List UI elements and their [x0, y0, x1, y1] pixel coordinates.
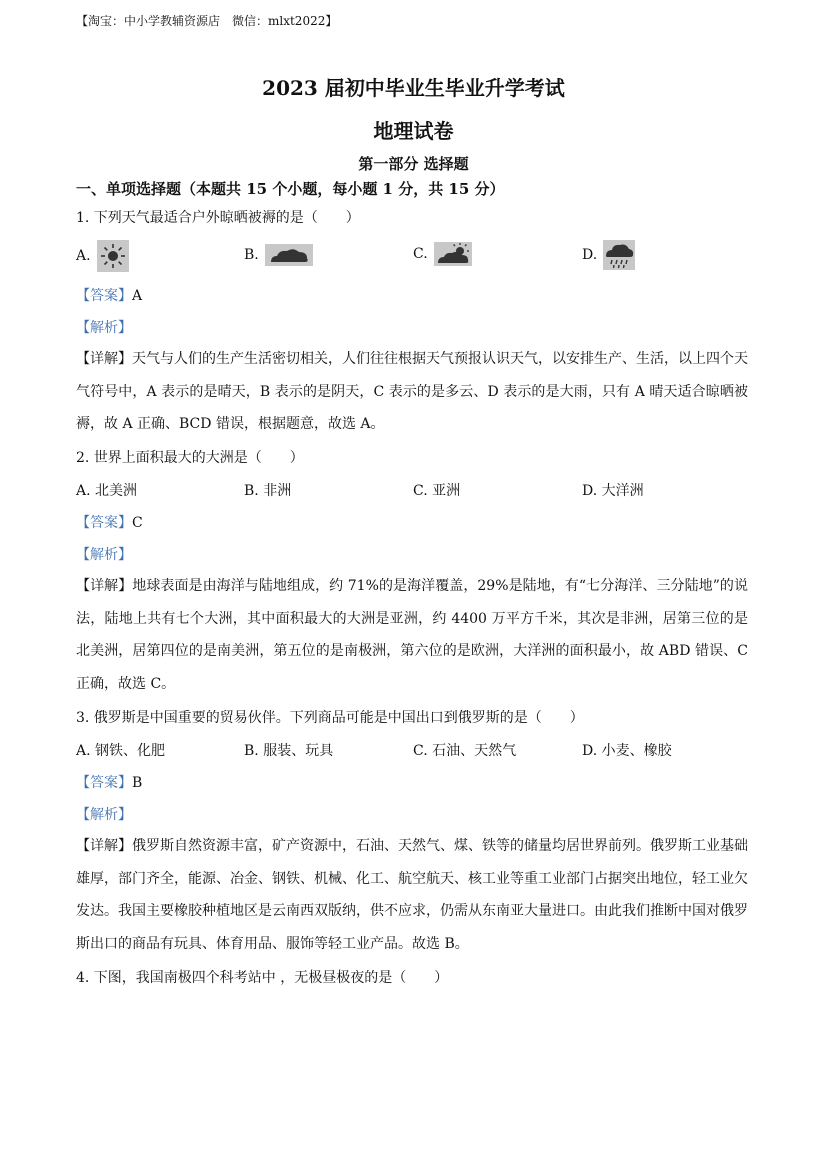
q1-detail-text: 天气与人们的生产生活密切相关，人们往往根据天气预报认识天气，以安排生产、生活，以上四个天气符号中，A 表示的是晴天，B 表示的是阴天，C 表示的是多云、D 表示的是大雨，只有 A 晴天适合晾晒被褥，故 A 正确、BCD 错误，根据题意，故选 A。 [76, 351, 748, 432]
q4-stem: 4. 下图，我国南极四个科考站中 ，无极昼极夜的是（ ） [76, 970, 449, 986]
q3-detail-tag: 【详解】 [76, 838, 132, 854]
q3-option-c: C. 石油、天然气 [413, 743, 517, 759]
q1-option-c-label: C. [413, 246, 428, 262]
q1-analysis-tag: 【解析】 [76, 320, 132, 336]
section-heading: 一、单项选择题（本题共 15 个小题，每小题 1 分，共 15 分） [76, 180, 505, 198]
q1-option-d [582, 240, 635, 270]
sunny-icon [97, 240, 129, 272]
q2-analysis-tag: 【解析】 [76, 547, 132, 563]
q3-option-d: D. 小麦、橡胶 [582, 743, 672, 759]
q3-option-b: B. 服装、玩具 [244, 743, 334, 759]
q1-answer-value: A [132, 288, 143, 304]
q2-answer [76, 512, 143, 532]
q1-option-a-label: A. [76, 248, 91, 264]
q3-answer [76, 772, 142, 792]
q2-option-c: C. 亚洲 [413, 483, 461, 499]
q2-detail [76, 570, 748, 700]
q3-analysis-tag: 【解析】 [76, 807, 132, 823]
q3-option-a: A. 钢铁、化肥 [76, 743, 166, 759]
q2-option-b: B. 非洲 [244, 483, 292, 499]
q3-answer-value: B [132, 775, 143, 791]
q2-answer-value: C [132, 515, 143, 531]
overcast-icon [265, 244, 313, 266]
exam-title: 2023 届初中毕业生毕业升学考试 [262, 76, 565, 100]
q2-option-a: A. 北美洲 [76, 483, 138, 499]
q1-detail-tag: 【详解】 [76, 351, 132, 367]
q3-detail-text: 俄罗斯自然资源丰富，矿产资源中，石油、天然气、煤、铁等的储量均居世界前列。俄罗斯工业基础雄厚，部门齐全，能源、冶金、钢铁、机械、化工、航空航天、核工业等重工业部门占据突出地位，轻工业欠发达。我国主要橡胶种植地区是云南西双版纳，供不应求，仍需从东南亚大量进口。由此我们推断中国对俄罗斯出口的商品有玩具、体育用品、服饰等轻工业产品。故选 B。 [76, 838, 748, 952]
q3-detail [76, 830, 748, 960]
q1-option-b-label: B. [244, 247, 259, 263]
q2-stem: 2. 世界上面积最大的大洲是（ ） [76, 450, 304, 466]
q1-stem: 1. 下列天气最适合户外晾晒被褥的是（ ） [76, 210, 360, 226]
q1-option-c [413, 242, 472, 266]
heavy-rain-icon [603, 240, 635, 270]
q1-option-b [244, 244, 313, 266]
exam-subtitle: 地理试卷 [373, 119, 454, 143]
header-note: 【淘宝：中小学教辅资源店 微信：mlxt2022】 [76, 14, 338, 28]
q2-detail-text: 地球表面是由海洋与陆地组成，约 71%的是海洋覆盖，29%是陆地，有“七分海洋、三分陆地”的说法，陆地上共有七个大洲，其中面积最大的大洲是亚洲，约 4400 万平方千米，其次是非洲，居第三位的是北美洲，居第四位的是南美洲，第五位的是南极洲，第六位的是欧洲，大洋洲的面积最小，故 ABD 错误、C 正确，故选 C。 [76, 578, 749, 692]
q3-stem: 3. 俄罗斯是中国重要的贸易伙伴。下列商品可能是中国出口到俄罗斯的是（ ） [76, 710, 584, 726]
q2-detail-tag: 【详解】 [76, 578, 133, 594]
q3-answer-tag: 【答案】 [76, 775, 132, 791]
q1-option-d-label: D. [582, 247, 598, 263]
q2-option-d: D. 大洋洲 [582, 483, 644, 499]
q2-answer-tag: 【答案】 [76, 515, 132, 531]
q1-detail [76, 343, 748, 441]
q1-option-a [76, 240, 129, 272]
q1-answer-tag: 【答案】 [76, 288, 132, 304]
partly-cloudy-icon [434, 242, 472, 266]
part-heading: 第一部分 选择题 [358, 155, 469, 173]
q1-answer [76, 285, 142, 305]
